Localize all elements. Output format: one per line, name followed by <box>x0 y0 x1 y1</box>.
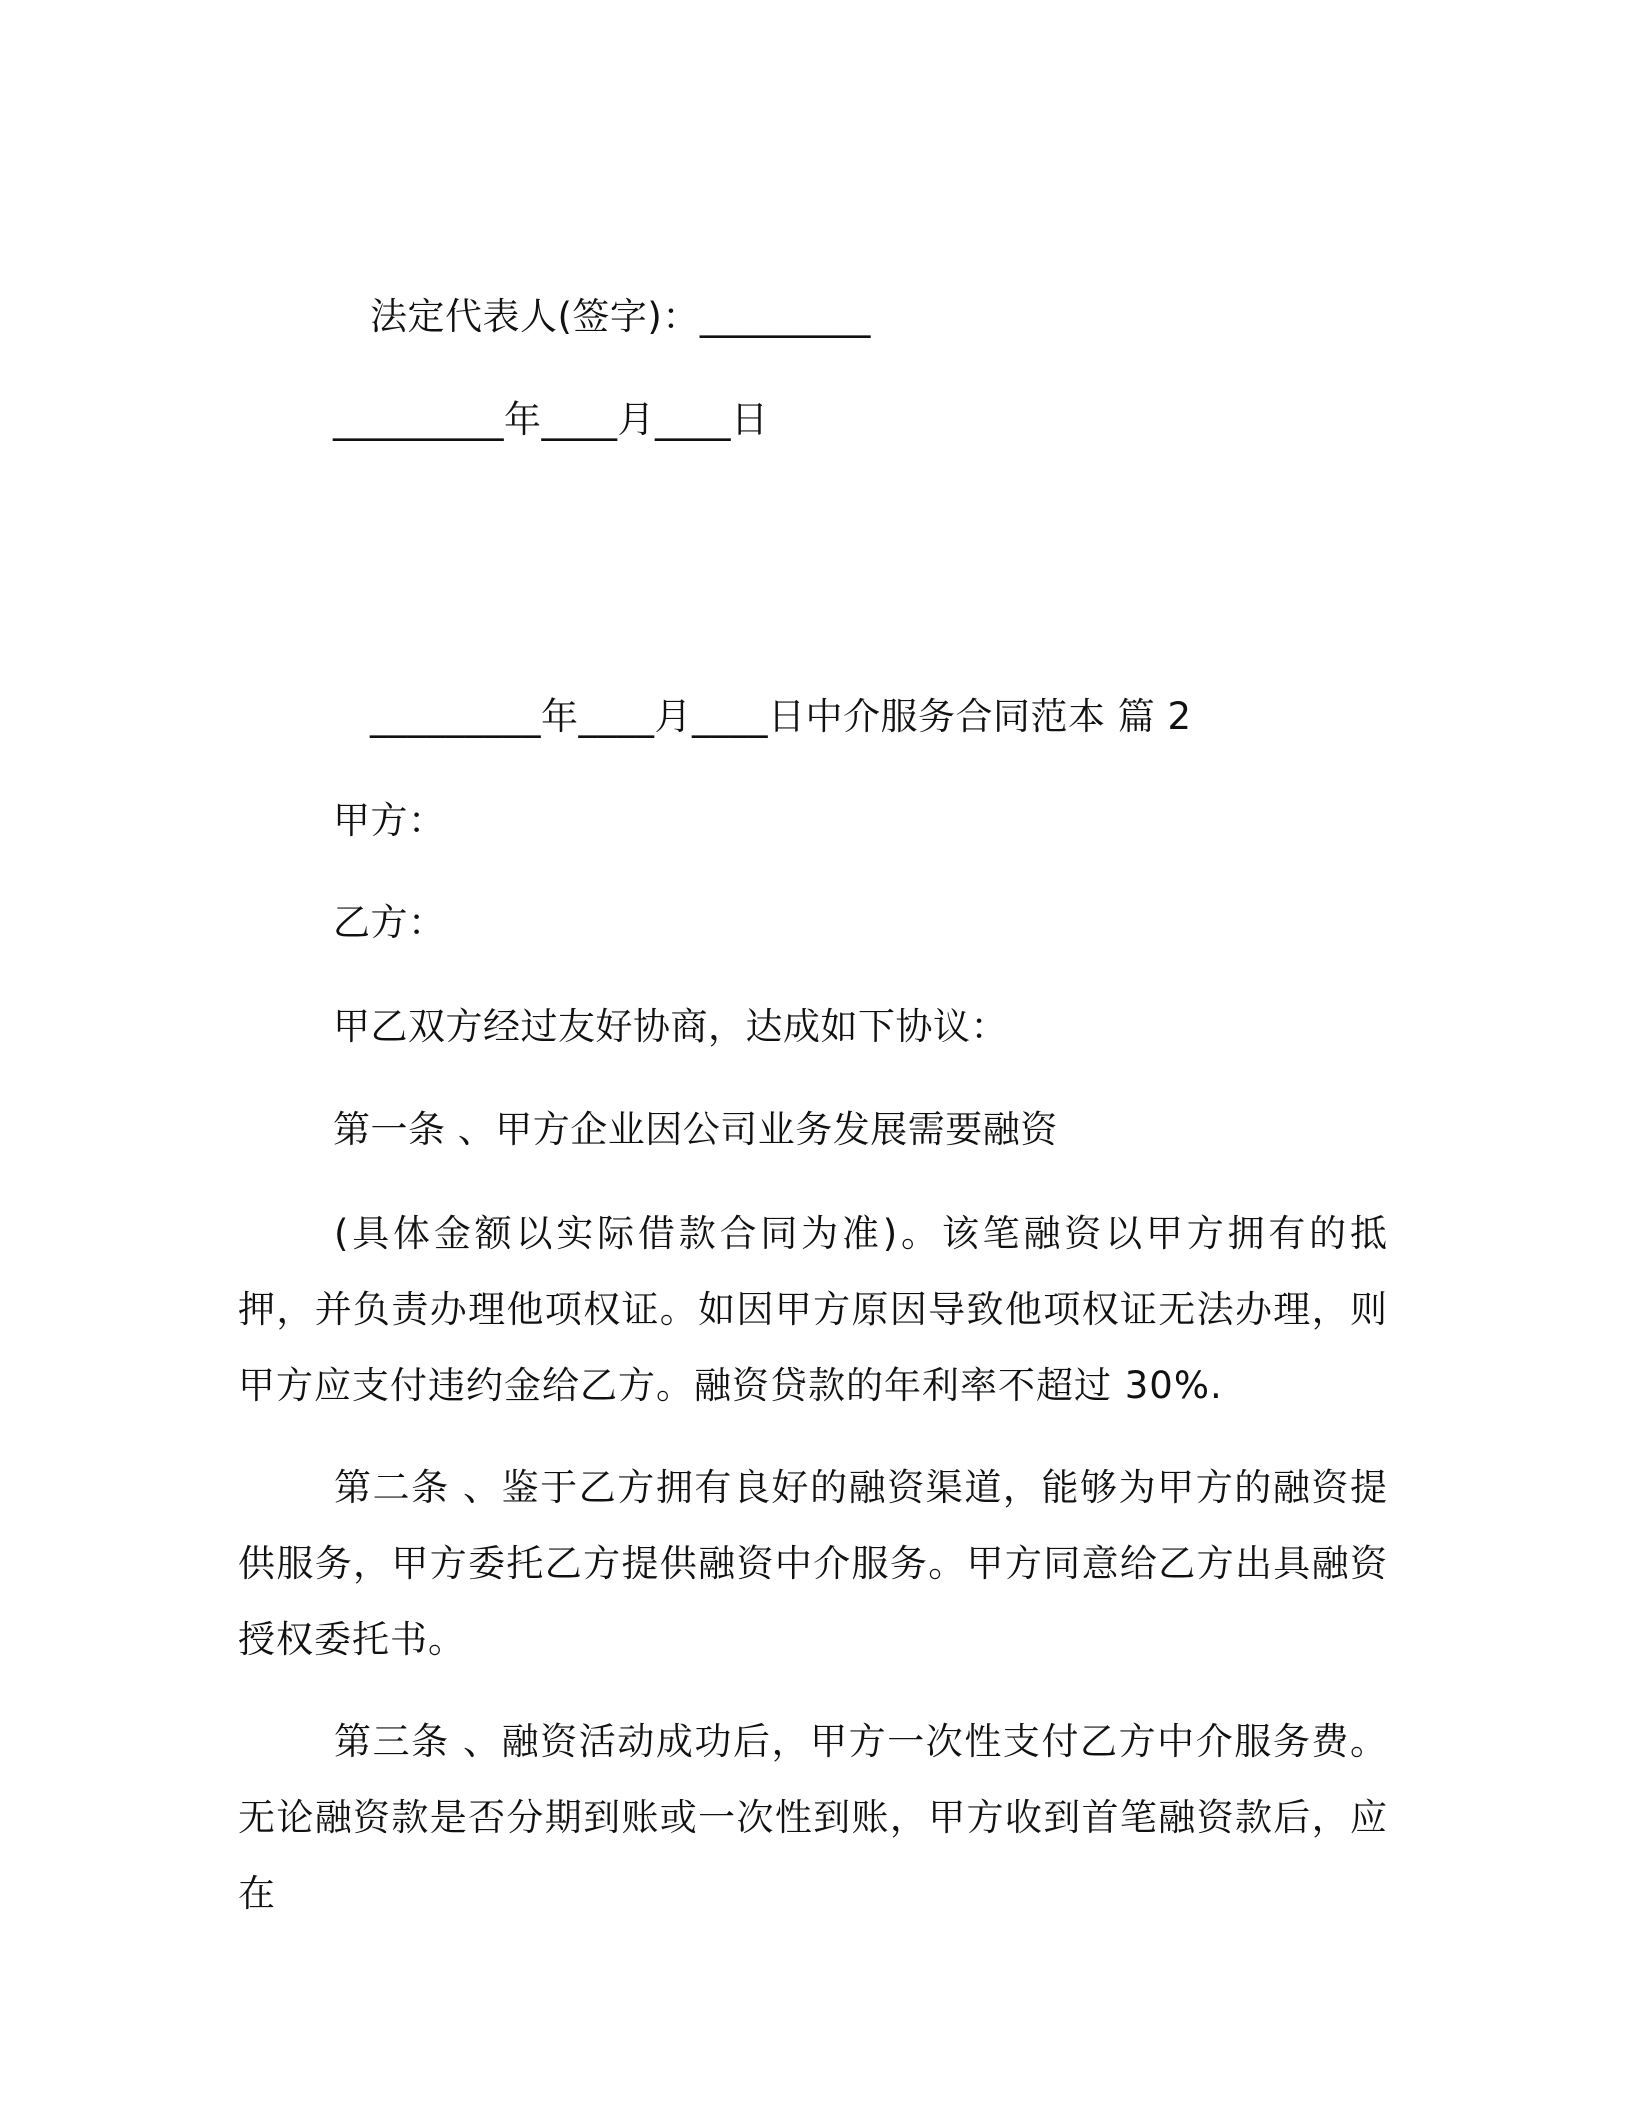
intro-paragraph: 甲乙双方经过友好协商，达成如下协议： <box>333 1005 1008 1048</box>
article1-title: 第一条 、甲方企业因公司业务发展需要融资 <box>333 1108 1058 1151</box>
contract-heading: _________年____月____日中介服务合同范本 篇 2 <box>370 695 1192 738</box>
article2-paragraph: 第二条 、鉴于乙方拥有良好的融资渠道，能够为甲方的融资提供服务，甲方委托乙方提供融资中介服务。甲方同意给乙方出具融资授权委托书。 <box>238 1466 1388 1661</box>
date-line: _________年____月____日 <box>333 398 769 441</box>
party-a-label: 甲方： <box>333 799 446 842</box>
party-b-label: 乙方： <box>333 901 446 944</box>
article1-body: (具体金额以实际借款合同为准)。该笔融资以甲方拥有的抵押，并负责办理他项权证。如因甲方原因导致他项权证无法办理，则甲方应支付违约金给乙方。融资贷款的年利率不超过 30%. <box>238 1212 1388 1407</box>
article3-paragraph: 第三条 、融资活动成功后，甲方一次性支付乙方中介服务费。无论融资款是否分期到账或一次性到账，甲方收到首笔融资款后，应在 <box>238 1720 1388 1915</box>
signature-line: 法定代表人(签字)：_________ <box>370 295 871 338</box>
